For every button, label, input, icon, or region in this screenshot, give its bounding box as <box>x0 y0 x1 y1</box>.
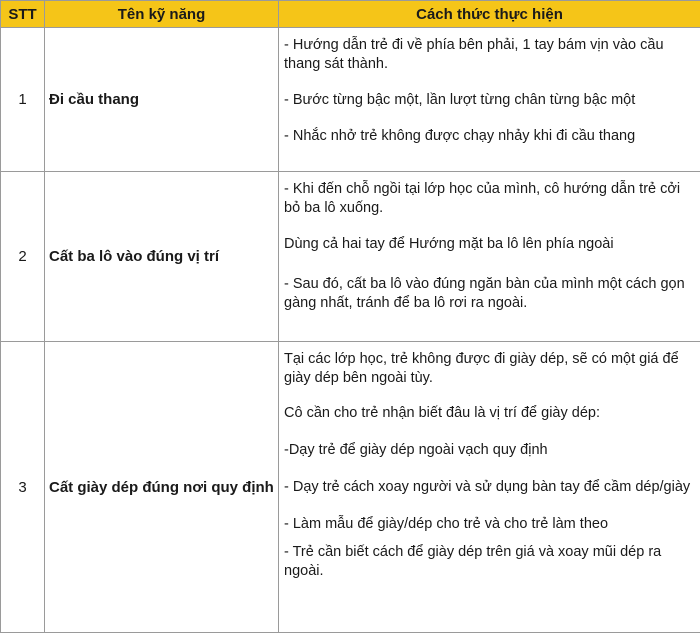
method-line: - Trẻ cần biết cách để giày dép trên giá và xoay mũi dép ra ngoài. <box>284 543 696 581</box>
row-method <box>279 28 700 172</box>
method-line: - Khi đến chỗ ngồi tại lớp học của mình, cô hướng dẫn trẻ cởi bỏ ba lô xuống. <box>284 180 696 218</box>
header-row <box>1 1 700 28</box>
method-line: - Làm mẫu để giày/dép cho trẻ và cho trẻ làm theo <box>284 515 696 534</box>
header-stt: STT <box>1 1 45 28</box>
method-line: - Nhắc nhở trẻ không được chạy nhảy khi đi cầu thang <box>284 127 696 146</box>
table-row <box>1 172 700 342</box>
method-line: Cô cần cho trẻ nhận biết đâu là vị trí để giày dép: <box>284 404 696 423</box>
row-stt: 2 <box>1 172 45 342</box>
row-stt: 3 <box>1 342 45 633</box>
method-line: - Sau đó, cất ba lô vào đúng ngăn bàn của mình một cách gọn gàng nhất, tránh để ba lô rơi ra ngoài. <box>284 275 696 313</box>
table-row <box>1 28 700 172</box>
table-row <box>1 342 700 633</box>
row-skill-name: Đi cầu thang <box>45 28 279 172</box>
method-line: - Hướng dẫn trẻ đi về phía bên phải, 1 tay bám vịn vào cầu thang sát thành. <box>284 36 696 74</box>
method-line: Dùng cả hai tay để Hướng mặt ba lô lên phía ngoài <box>284 235 696 254</box>
method-line: - Dạy trẻ cách xoay người và sử dụng bàn tay để cầm dép/giày <box>284 478 696 497</box>
header-skill-name: Tên kỹ năng <box>45 1 279 28</box>
row-stt: 1 <box>1 28 45 172</box>
row-skill-name: Cất ba lô vào đúng vị trí <box>45 172 279 342</box>
header-method: Cách thức thực hiện <box>279 1 700 28</box>
method-line: -Dạy trẻ để giày dép ngoài vạch quy định <box>284 441 696 460</box>
row-method <box>279 172 700 342</box>
row-method <box>279 342 700 633</box>
row-skill-name: Cất giày dép đúng nơi quy định <box>45 342 279 633</box>
method-line: - Bước từng bậc một, lần lượt từng chân từng bậc một <box>284 91 696 110</box>
method-line: Tại các lớp học, trẻ không được đi giày dép, sẽ có một giá để giày dép bên ngoài tùy. <box>284 350 696 388</box>
